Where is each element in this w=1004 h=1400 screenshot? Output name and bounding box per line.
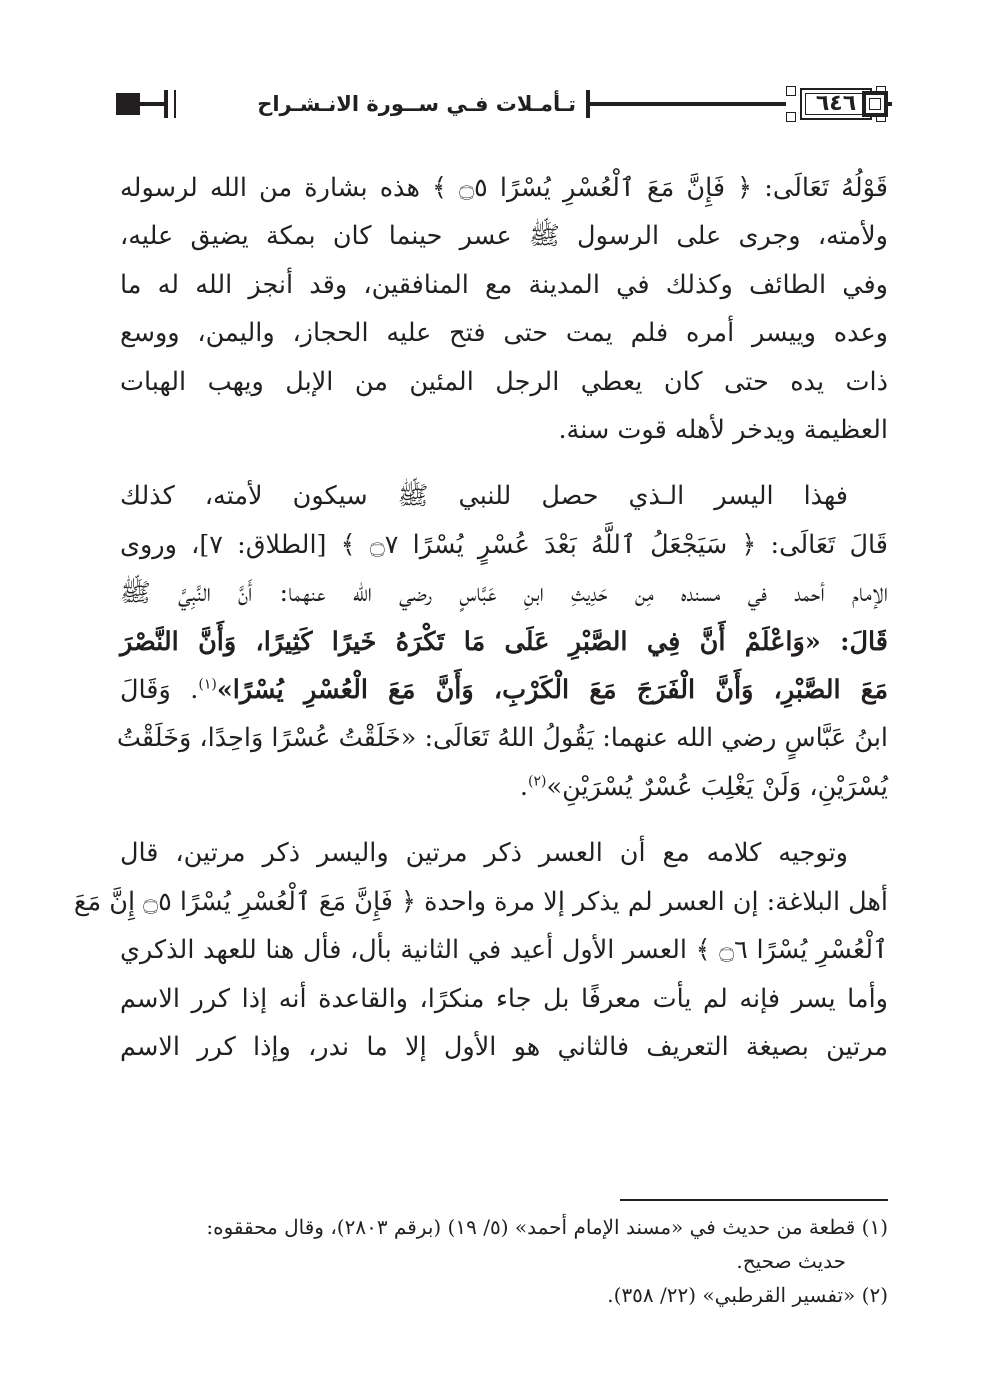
text-line: وتوجيه كلامه مع أن العسر ذكر مرتين واليسر ذكر مرتين، قال [120, 838, 848, 869]
paragraph-2 [116, 472, 889, 811]
header-left-ornament [116, 93, 140, 115]
text-line: فهذا اليسر الـذي حصل للنبي ﷺ سيكون لأمته، كذلك [120, 481, 848, 512]
footnote-separator [620, 1199, 888, 1201]
paragraph-1 [120, 164, 888, 454]
hadith-text: مَعَ الصَّبْرِ، وَأَنَّ الْفَرَجَ مَعَ الْكَرْبِ، وَأَنَّ مَعَ الْعُسْرِ يُسْرًا» [216, 675, 888, 706]
footnote-ref-2[interactable]: (٢) [528, 773, 547, 790]
text-line: العظيمة ويدخر لأهله قوت سنة. [558, 415, 888, 446]
text-line: ولأمته، وجرى على الرسول ﷺ عسر حينما كان بمكة يضيق عليه، [120, 221, 888, 252]
page-number: ٦٤٦ [815, 91, 857, 116]
text-line: وفي الطائف وكذلك في المدينة مع المنافقين، وقد أنجز الله له ما [120, 269, 888, 300]
footnote-1: (١) قطعة من حديث في «مسند الإمام أحمد» (٥/ ١٩) (برقم ٢٨٠٣)، وقال محققوه: حديث صحيح. [206, 1215, 888, 1273]
text-line: أهل البلاغة: إن العسر لم يذكر إلا مرة واحدة ﴿ فَإِنَّ مَعَ ٱلْعُسْرِ يُسْرًا ۝٥ إِنَّ مَعَ [73, 886, 888, 917]
footnote-2: (٢) «تفسير القرطبي» (٢٢/ ٣٥٨). [607, 1283, 888, 1307]
running-title: تـأمـلات فـي ســورة الانـشـراح [257, 92, 576, 116]
page-header [116, 86, 888, 122]
text-line: الإمام أحمد في مسنده مِن حَدِيثِ ابنِ عَبَّاسٍ رضي الله عنهما: أَنَّ النَّبِيَّ ﷺ [120, 578, 888, 609]
hadith-line: قَالَ: «وَاعْلَمْ أَنَّ فِي الصَّبْرِ عَلَى مَا تَكْرَهُ خَيرًا كَثِيرًا، وَأَنَّ النَّصْرَ [120, 626, 888, 657]
text-line: قَالَ تَعَالَى: ﴿ سَيَجْعَلُ ٱللَّهُ بَعْدَ عُسْرٍ يُسْرًا ۝٧ ﴾ [الطلاق: ٧]، وروى [120, 529, 889, 560]
text-line: وعده وييسر أمره فلم يمت حتى فتح عليه الحجاز، واليمن، ووسع [120, 318, 888, 349]
paragraph-3 [73, 829, 888, 1071]
text-line: ابنُ عَبَّاسٍ رضي الله عنهما: يَقُولُ اللهُ تَعَالَى: «خَلَقْتُ عُسْرًا وَاحِدًا، وَخَلَقْتُ [116, 723, 888, 754]
text-line: يُسْرَيْنِ، وَلَنْ يَغْلِبَ عُسْرٌ يُسْرَيْنِ»$^{(٢)}$. [519, 771, 888, 802]
main-text [73, 164, 889, 1071]
text-line: ذات يده حتى كان يعطي الرجل المئين من الإبل ويهب الهبات [120, 366, 888, 397]
text-line: ٱلْعُسْرِ يُسْرًا ۝٦ ﴾ العسر الأول أعيد في الثانية بأل، فأل هنا للعهد الذكري [120, 935, 888, 966]
footnote-ref-1[interactable]: (١) [198, 676, 217, 693]
page-number-box [786, 86, 886, 122]
text-line: مرتين بصيغة التعريف فالثاني هو الأول إلا ما ندر، وإذا كرر الاسم [120, 1031, 888, 1062]
footnotes [120, 1210, 888, 1312]
text-line: مَعَ الصَّبْرِ، وَأَنَّ الْفَرَجَ مَعَ الْكَرْبِ، وَأَنَّ مَعَ الْعُسْرِ يُسْرًا»$^{(١)}$. وَقَالَ [120, 675, 888, 706]
text-line: وأما يسر فإنه لم يأت معرفًا بل جاء منكرًا، والقاعدة أنه إذا كرر الاسم [120, 983, 888, 1014]
text-line: قَوْلُهُ تَعَالَى: ﴿ فَإِنَّ مَعَ ٱلْعُسْرِ يُسْرًا ۝٥ ﴾ هذه بشارة من الله لرسوله [120, 173, 888, 203]
